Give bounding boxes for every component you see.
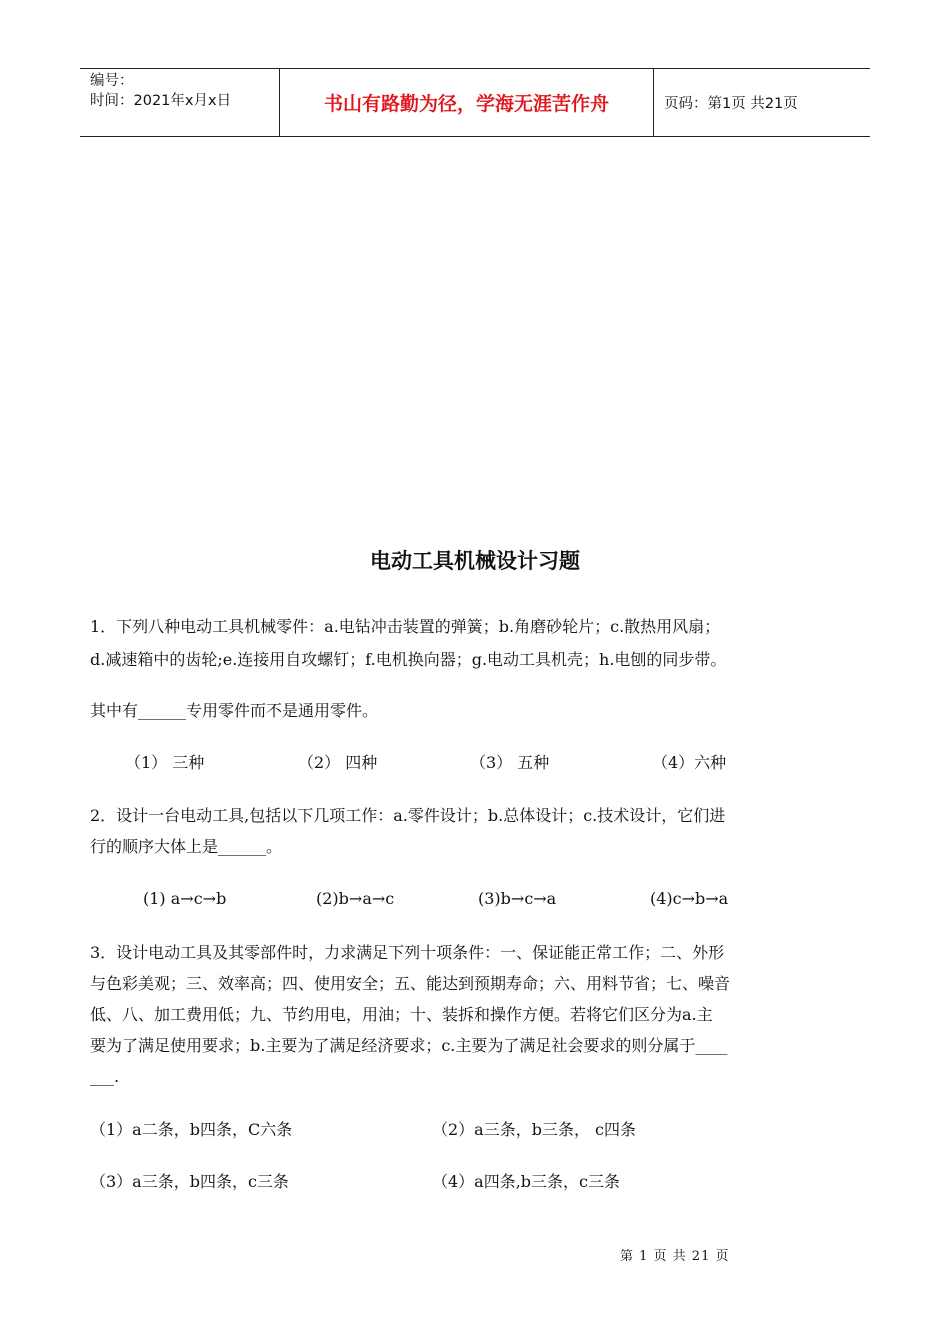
q3-line-1: 3．设计电动工具及其零部件时，力求满足下列十项条件：一、保证能正常工作；二、外形 bbox=[90, 943, 725, 962]
q1-line-1: 1．下列八种电动工具机械零件：a.电钻冲击装置的弹簧；b.角磨砂轮片；c.散热用风扇； bbox=[90, 617, 721, 636]
q1-line-2: d.减速箱中的齿轮;e.连接用自攻螺钉；f.电机换向器；g.电动工具机壳；h.电刨的同步带。 bbox=[90, 650, 727, 669]
q2-option-2: (2)b→a→c bbox=[316, 889, 395, 908]
q3-line-5: ___. bbox=[90, 1067, 120, 1086]
q3-option-1: （1）a二条，b四条，C六条 bbox=[90, 1120, 293, 1139]
document-title: 电动工具机械设计习题 bbox=[370, 549, 580, 573]
header-meta-cell bbox=[80, 69, 280, 136]
q3-option-4: （4）a四条,b三条，c三条 bbox=[432, 1172, 621, 1191]
q1-option-3: （3） 五种 bbox=[470, 753, 550, 772]
q1-option-1: （1） 三种 bbox=[125, 753, 205, 772]
header-motto: 书山有路勤为径，学海无涯苦作舟 bbox=[280, 69, 654, 136]
document-header bbox=[80, 68, 870, 137]
q2-option-1: (1) a→c→b bbox=[143, 889, 227, 908]
q1-line-3: 其中有______专用零件而不是通用零件。 bbox=[90, 701, 379, 720]
page-footer: 第 1 页 共 21 页 bbox=[620, 1249, 730, 1264]
q2-option-4: (4)c→b→a bbox=[650, 889, 729, 908]
q3-line-3: 低、八、加工费用低；九、节约用电，用油；十、装拆和操作方便。若将它们区分为a.主 bbox=[90, 1005, 713, 1024]
q3-line-4: 要为了满足使用要求；b.主要为了满足经济要求；c.主要为了满足社会要求的则分属于____ bbox=[90, 1036, 728, 1055]
q2-line-2: 行的顺序大体上是______。 bbox=[90, 837, 283, 856]
header-page-info: 页码：第1页 共21页 bbox=[664, 96, 798, 112]
q3-option-3: （3）a三条，b四条，c三条 bbox=[90, 1172, 289, 1191]
q3-line-2: 与色彩美观；三、效率高；四、使用安全；五、能达到预期寿命；六、用料节省；七、噪音 bbox=[90, 974, 731, 993]
q3-option-2: （2）a三条，b三条， c四条 bbox=[432, 1120, 637, 1139]
q1-option-4: （4）六种 bbox=[652, 753, 727, 772]
q2-line-1: 2．设计一台电动工具,包括以下几项工作：a.零件设计；b.总体设计；c.技术设计，它们进 bbox=[90, 806, 726, 825]
number-label: 编号： bbox=[90, 73, 134, 89]
q2-option-3: (3)b→c→a bbox=[478, 889, 557, 908]
q1-option-2: （2） 四种 bbox=[298, 753, 378, 772]
date-label: 时间：2021年x月x日 bbox=[90, 93, 232, 109]
